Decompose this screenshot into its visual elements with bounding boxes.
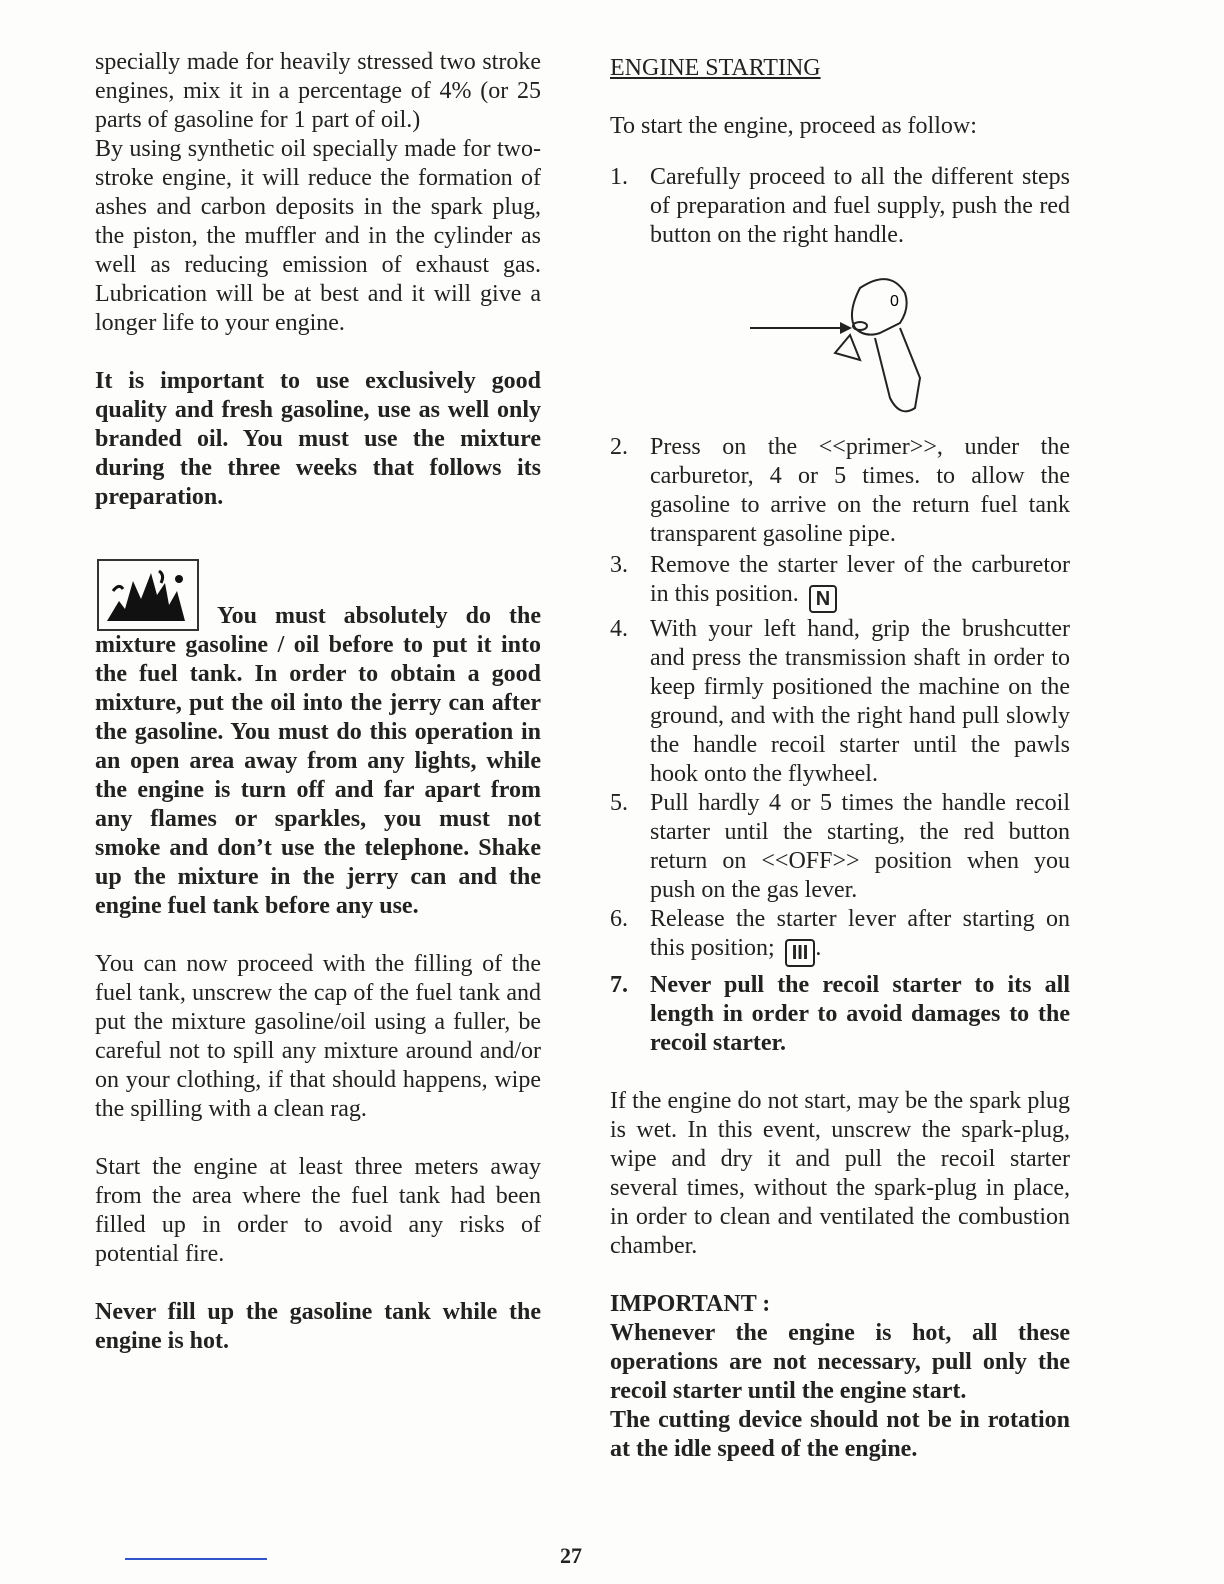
step-item: 3. Remove the starter lever of the carburetor in this position. N	[610, 551, 1070, 613]
footer-rule	[125, 1558, 267, 1560]
step-item: 5. Pull hardly 4 or 5 times the handle recoil starter until the starting, the red button return on <<OFF>> position when you push on the gas lever.	[610, 790, 1070, 903]
fire-warning-paragraph: You must absolutely do the mixture gasoline / oil before to put it into the fuel tank. In order to obtain a good mixture, put the oil into the jerry can after the gasoline. You must do this operation in an open area away from any lights, while the engine is turn off and far apart from any flames or sparkles, you must not smoke and don’t use the telephone. Shake up the mixture in the jerry can and the engine fuel tank before any use.	[95, 559, 541, 921]
step-item: 1. Carefully proceed to all the different steps of preparation and fuel supply, push the red button on the right handle.	[610, 164, 1070, 248]
run-position-badge: III	[785, 939, 816, 967]
cutting-device-note: The cutting device should not be in rotation at the idle speed of the engine.	[610, 1407, 1070, 1462]
page-number: 27	[560, 1543, 582, 1568]
step-item: 4. With your left hand, grip the brushcutter and press the transmission shaft in order to keep firmly positioned the machine on the ground, and with the right hand pull slowly the handle recoil starter until the pawls hook onto the flywheel.	[610, 616, 1070, 787]
right-column	[610, 48, 1070, 1464]
hot-engine-warning: Never fill up the gasoline tank while the engine is hot.	[95, 1299, 541, 1354]
left-column	[95, 48, 541, 1356]
fire-hazard-icon	[97, 559, 199, 631]
section-heading: ENGINE STARTING	[610, 55, 821, 81]
step-item: 2. Press on the <<primer>>, under the carburetor, 4 or 5 times. to allow the gasoline to arrive on the return fuel tank transparent gasoline pipe.	[610, 434, 1070, 547]
starting-steps-list	[610, 163, 1070, 250]
step-item: 6. Release the starter lever after starting on this position; III .	[610, 905, 1070, 967]
step-item: 7. Never pull the recoil starter to its all length in order to avoid damages to the recoil starter.	[610, 972, 1070, 1056]
synthetic-oil-paragraph: By using synthetic oil specially made for two-stroke engine, it will reduce the formation of ashes and carbon deposits in the spark plug, the piston, the muffler and in the cylinder as well as reducing emission of exhaust gas. Lubrication will be at best and it will give a longer life to your engine.	[95, 136, 541, 336]
start-distance-paragraph: Start the engine at least three meters away from the area where the fuel tank had been filled up in order to avoid any risks of potential fire.	[95, 1154, 541, 1267]
wet-spark-plug-paragraph: If the engine do not start, may be the spark plug is wet. In this event, unscrew the spark-plug, wipe and dry it and pull the recoil starter several times, without the spark-plug in place, in order to clean and ventilated the combustion chamber.	[610, 1088, 1070, 1259]
intro-text: To start the engine, proceed as follow:	[610, 113, 977, 139]
important-text: Whenever the engine is hot, all these operations are not necessary, pull only the recoil starter until the engine start.	[610, 1320, 1070, 1404]
svg-text:0: 0	[890, 293, 899, 310]
important-label: IMPORTANT :	[610, 1291, 771, 1317]
oil-mix-paragraph: specially made for heavily stressed two stroke engines, mix it in a percentage of 4% (or 25 parts of gasoline for 1 part of oil.)	[95, 49, 541, 133]
fresh-gasoline-note: It is important to use exclusively good quality and fresh gasoline, use as well only branded oil. You must use the mixture during the three weeks that follows its preparation.	[95, 368, 541, 510]
starting-steps-list-cont	[610, 433, 1070, 1058]
fuel-tank-filling-paragraph: You can now proceed with the filling of the fuel tank, unscrew the cap of the fuel tank and put the mixture gasoline/oil using a fuller, be careful not to spill any mixture around and/or on your clothing, if that should happens, wipe the spilling with a clean rag.	[95, 951, 541, 1122]
neutral-position-badge: N	[809, 585, 837, 613]
handle-illustration	[610, 258, 1070, 423]
